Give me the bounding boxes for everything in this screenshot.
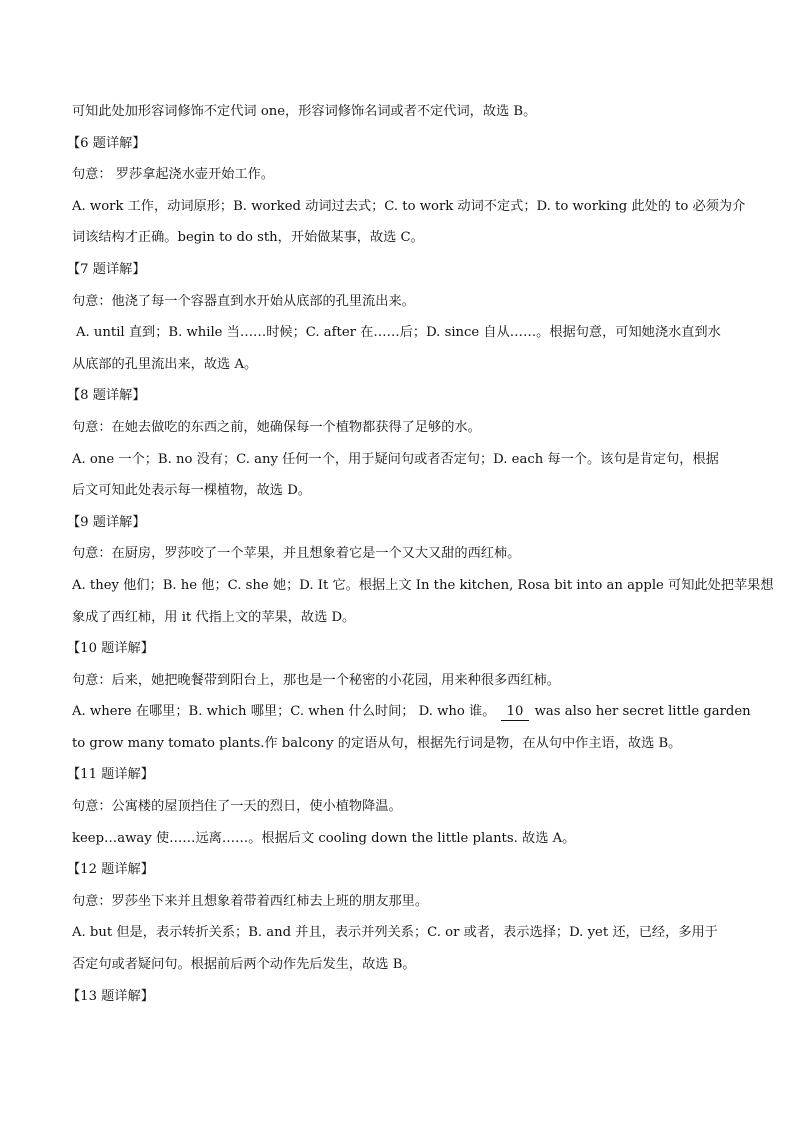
- text-line: [72, 696, 751, 728]
- section-heading: 【8 题详解】: [67, 388, 146, 404]
- text-segment: A. where 在哪里；B. which 哪里；C. when 什么时间； D. who 谁。: [72, 704, 496, 720]
- text-line: 句意：他浇了每一个容器直到水开始从底部的孔里流出来。: [72, 293, 415, 309]
- document-page: [67, 96, 774, 1012]
- text-line: 句意：后来，她把晚餐带到阳台上，那也是一个秘密的小花园，用来种很多西红柿。: [72, 672, 560, 688]
- text-line: 可知此处加形容词修饰不定代词 one，形容词修饰名词或者不定代词，故选 B。: [72, 104, 537, 119]
- text-line: 词该结构才正确。begin to do sth，开始做某事，故选 C。: [72, 230, 424, 246]
- text-line: to grow many tomato plants.作 balcony 的定语从句，根据先行词是物，在从句中作主语，故选 B。: [72, 735, 682, 751]
- text-line: 句意：在厨房，罗莎咬了一个苹果，并且想象着它是一个又大又甜的西红柿。: [72, 546, 521, 562]
- section-heading: 【10 题详解】: [67, 641, 154, 657]
- text-line: A. until 直到；B. while 当……时候；C. after 在……后；D. since 自从……。根据句意，可知她浇水直到水: [76, 325, 721, 341]
- text-line: 从底部的孔里流出来，故选 A。: [72, 356, 258, 372]
- text-segment: was also her secret little garden: [534, 704, 751, 720]
- text-line: 句意：罗莎坐下来并且想象着带着西红柿去上班的朋友那里。: [72, 893, 429, 909]
- section-heading: 【12 题详解】: [67, 862, 154, 878]
- text-line: A. work 工作，动词原形；B. worked 动词过去式；C. to work 动词不定式；D. to working 此处的 to 必须为介: [72, 198, 746, 214]
- text-line: keep…away 使……远离……。根据后文 cooling down the little plants. 故选 A。: [72, 830, 576, 846]
- text-line: 句意：公寓楼的屋顶挡住了一天的烈日，使小植物降温。: [72, 799, 402, 815]
- text-line: 句意： 罗莎拿起浇水壶开始工作。: [72, 167, 275, 183]
- text-line: A. but 但是，表示转折关系；B. and 并且，表示并列关系；C. or 或者，表示选择；D. yet 还，已经，多用于: [72, 925, 718, 941]
- text-line: 象成了西红柿，用 it 代指上文的苹果，故选 D。: [72, 609, 356, 625]
- section-heading: 【13 题详解】: [67, 988, 154, 1004]
- text-line: A. one 一个；B. no 没有；C. any 任何一个，用于疑问句或者否定句；D. each 每一个。该句是肯定句，根据: [72, 451, 719, 467]
- section-heading: 【9 题详解】: [67, 514, 146, 530]
- blank-number: 10: [501, 704, 530, 721]
- text-line: 否定句或者疑问句。根据前后两个动作先后发生，故选 B。: [72, 957, 416, 973]
- text-line: 句意：在她去做吃的东西之前，她确保每一个植物都获得了足够的水。: [72, 419, 481, 435]
- text-line: A. they 他们；B. he 他；C. she 她；D. It 它。根据上文 In the kitchen, Rosa bit into an apple 可知此处把苹果想: [72, 577, 774, 593]
- section-heading: 【11 题详解】: [67, 767, 154, 783]
- section-heading: 【6 题详解】: [67, 135, 146, 151]
- text-line: 后文可知此处表示每一棵植物，故选 D。: [72, 483, 311, 499]
- section-heading: 【7 题详解】: [67, 261, 146, 277]
